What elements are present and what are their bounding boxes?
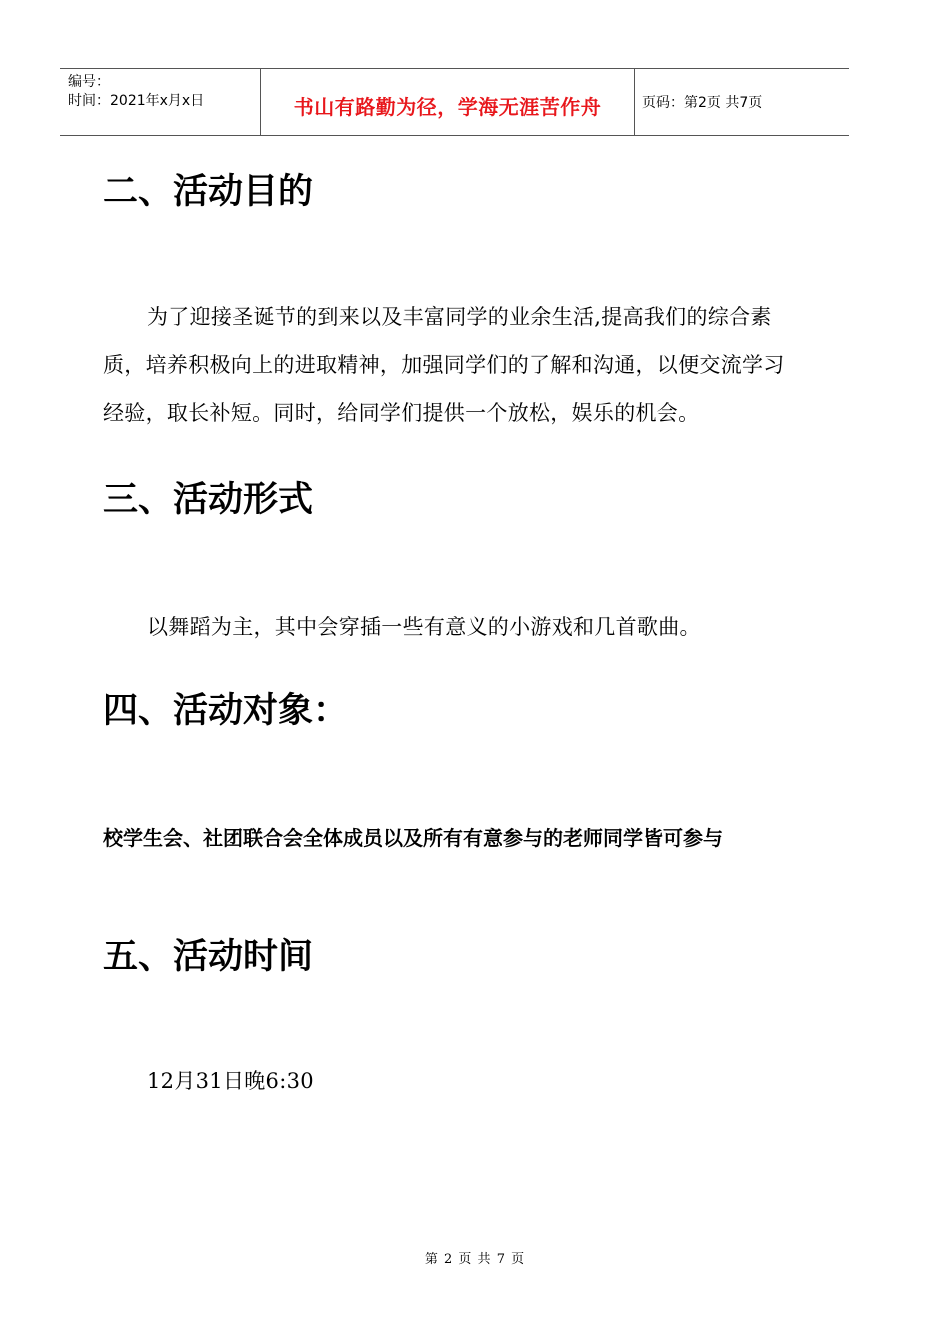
section-body-time: 12月31日晚6:30 (147, 1069, 314, 1093)
section-body-audience: 校学生会、社团联合会全体成员以及所有有意参与的老师同学皆可参与 (103, 826, 723, 850)
header-mid-cell (260, 69, 635, 135)
section-heading-format: 三、活动形式 (103, 480, 314, 520)
page-number-label: 页码：第2页 共7页 (642, 95, 763, 111)
time-label: 时间：2021年x月x日 (68, 93, 205, 109)
header-motto: 书山有路勤为径，学海无涯苦作舟 (293, 95, 602, 119)
section-heading-audience: 四、活动对象： (103, 691, 349, 731)
page-header (60, 68, 849, 136)
section-heading-purpose: 二、活动目的 (103, 172, 314, 212)
number-label: 编号： (68, 74, 110, 90)
header-right-cell (634, 69, 849, 135)
page-footer: 第 2 页 共 7 页 (424, 1252, 526, 1267)
section-body-purpose: 为了迎接圣诞节的到来以及丰富同学的业余生活,提高我们的综合素质，培养积极向上的进取精神，加强同学们的了解和沟通，以便交流学习经验，取长补短。同时，给同学们提供一个放松，娱乐的机会。 (103, 305, 785, 425)
section-heading-time: 五、活动时间 (103, 937, 314, 977)
section-body-format: 以舞蹈为主，其中会穿插一些有意义的小游戏和几首歌曲。 (147, 615, 701, 639)
header-left-cell (60, 69, 260, 135)
